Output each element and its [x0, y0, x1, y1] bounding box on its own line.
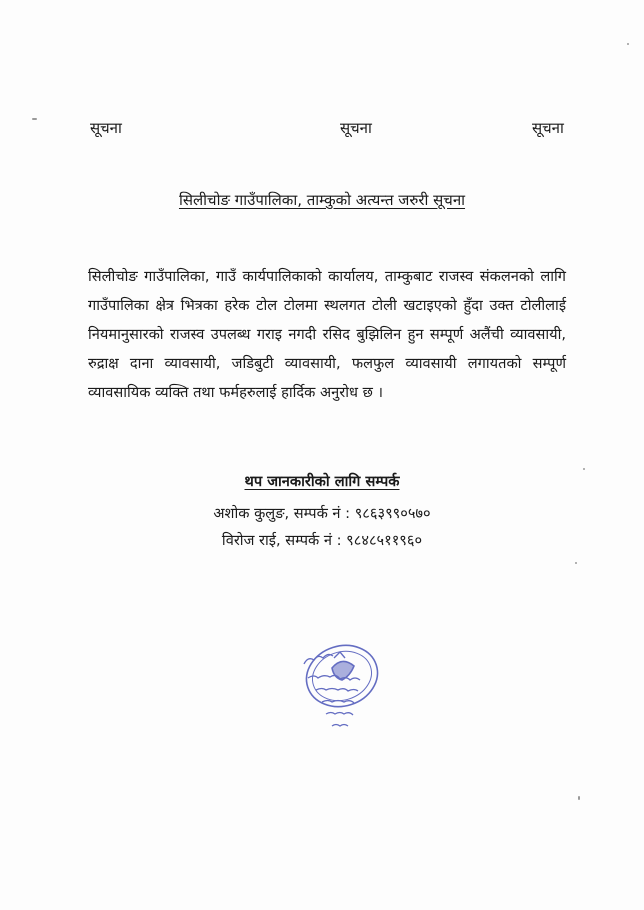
contact-block — [0, 470, 644, 554]
scan-speck — [32, 118, 37, 120]
contact-line-2: विरोज राई, सम्पर्क नं : ९८४८५११९६० — [221, 532, 423, 549]
scan-speck — [627, 43, 629, 45]
notice-heading: सिलीचोङ गाउँपालिका, ताम्कुको अत्यन्त जरुरी सूचना — [178, 191, 466, 209]
notice-label-right: सूचना — [532, 119, 564, 137]
notice-header-row — [0, 118, 644, 142]
notice-label-center: सूचना — [340, 119, 372, 137]
notice-body: सिलीचोङ गाउँपालिका, गाउँ कार्यपालिकाको कार्यालय, ताम्कुबाट राजस्व संकलनको लागि गाउँपालिका क्षेत्र भित्रका हरेक टोल टोलमा स्थलगत टोली खटाइएको हुँदा उक्त टोलीलाई नियमानुसारको राजस्व उपलब्ध गराइ नगदी रसिद बुझिलिन हुन सम्पूर्ण अलैंची व्यावसायी, रुद्राक्ष दाना व्यावसायी, जडिबुटी व्यावसायी, फलफुल व्यावसायी लगायतको सम्पूर्ण व्यावसायिक व्यक्ति तथा फर्महरुलाई हार्दिक अनुरोध छ । — [88, 268, 566, 401]
contact-line-1: अशोक कुलुङ, सम्पर्क नं : ९८६३९९०५७० — [213, 505, 431, 522]
scan-speck — [575, 562, 577, 564]
office-stamp — [280, 628, 400, 748]
contact-title: थप जानकारीको लागि सम्पर्क — [244, 473, 400, 490]
scan-speck — [583, 468, 585, 470]
notice-label-left: सूचना — [90, 119, 122, 137]
scan-speck — [578, 796, 580, 800]
